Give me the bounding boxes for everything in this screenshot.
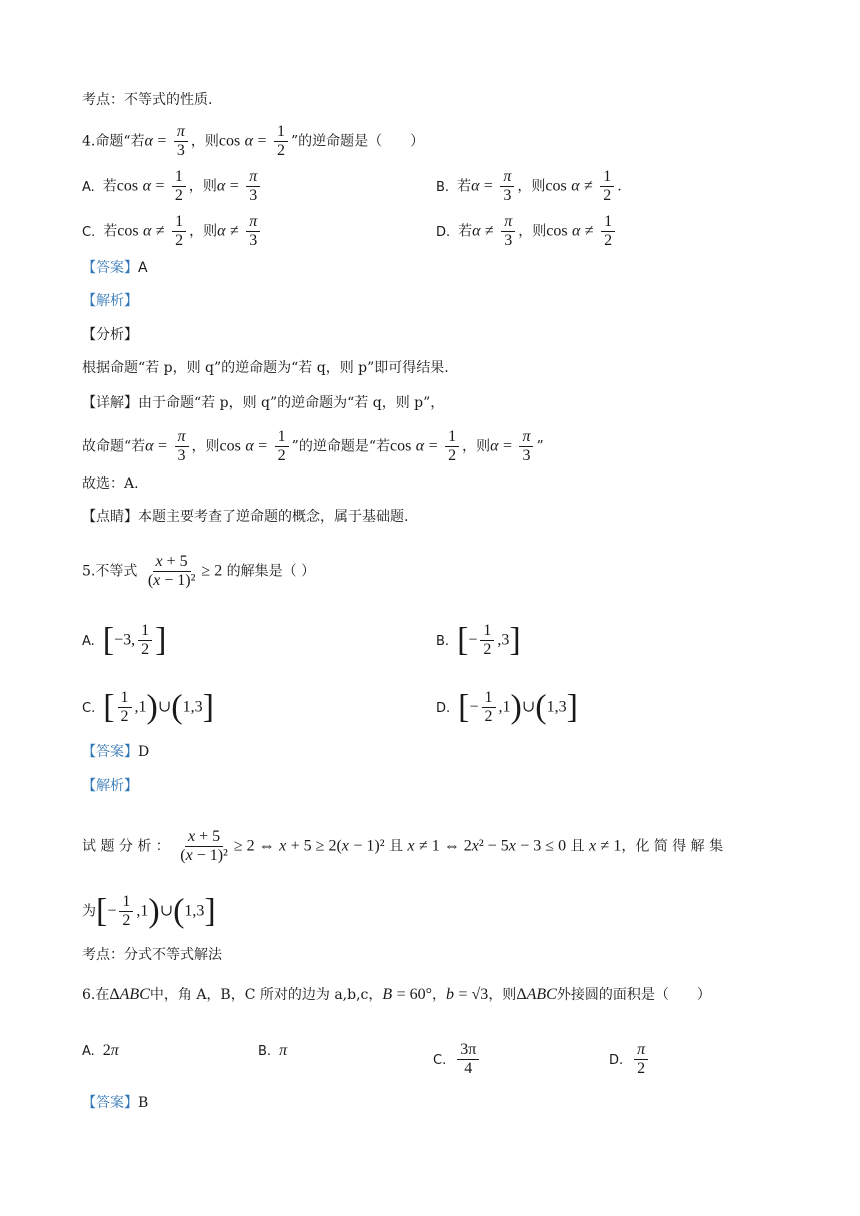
fraction: $\frac{1}{2}$ xyxy=(274,123,288,160)
q6-option-b: B. π xyxy=(258,1042,288,1059)
q5-answer: 【答案】D xyxy=(82,744,150,760)
q5-option-c: C. [ $\frac{1}{2}$ ,1)∪(1,3] xyxy=(82,688,214,726)
q4-option-c: C. 若cos α ≠ $\frac{1}{2}$ ，则α ≠ $\frac{\pi}{3}$ xyxy=(82,213,263,250)
q4-stem: 4.命题“若α = $\frac{\pi}{3}$ ，则cos α = $\frac{1}{2}$ ”的逆命题是（ ） xyxy=(82,123,425,159)
fraction: $\frac{\pi}{3}$ xyxy=(174,123,188,160)
q4-option-b: B. 若α = $\frac{\pi}{3}$ ，则cos α ≠ $\frac{1}{2}$ . xyxy=(436,168,622,204)
q4-fenxi-tag: 【分析】 xyxy=(82,327,138,343)
q4-fenxi-text: 根据命题“若 p，则 q”的逆命题为“若 q，则 p”即可得结果. xyxy=(82,360,449,376)
q4-stem-c: ”的逆命题是（ ） xyxy=(291,133,425,150)
q4-answer: 【答案】A xyxy=(82,260,148,276)
q6-option-a: A. 2π xyxy=(82,1042,119,1059)
q5-option-b: B. [− $\frac{1}{2}$ ,3] xyxy=(436,621,521,659)
q4-guxuan: 故选：A. xyxy=(82,476,139,492)
q5-jiexi-tag: 【解析】 xyxy=(82,778,138,794)
q3-kaodian: 考点：不等式的性质. xyxy=(82,92,213,108)
q4-stem-a: 4.命题“若 xyxy=(82,133,145,150)
q5-option-a: A. [−3, $\frac{1}{2}$ ] xyxy=(82,621,167,659)
q6-stem: 6.在ΔABC中，角 A，B，C 所对的边为 a,b,c，B = 60°，b = √3，则ΔABC外接圆的面积是（ ） xyxy=(82,986,711,1003)
q5-stem: 5.不等式 $\frac{x + 5}{\text{(x − 1)²}}$ ≥ 2 的解集是（ ） xyxy=(82,553,316,589)
q4-jiexi-tag: 【解析】 xyxy=(82,293,138,309)
q6-option-c: C. $\frac{3\pi}{4}$ xyxy=(433,1041,482,1078)
q5-kaodian: 考点：分式不等式解法 xyxy=(82,947,222,963)
q5-analysis: 试 题 分 析 ： $\frac{x + 5}{\text{(x − 1)²}}$ ≥ 2 ⇔ x + 5 ≥ 2(x − 1)² 且 x ≠ 1 ⇔ 2x² − 5x − 3 ≤ 0 且 x ≠ 1，化 简 得 解 集 xyxy=(82,828,724,864)
q4-option-d: D. 若α ≠ $\frac{\pi}{3}$ ，则cos α ≠ $\frac{1}{2}$ xyxy=(436,213,618,250)
q4-xiangjie-line2: 故命题“若α = $\frac{\pi}{3}$ ，则cos α = $\frac{1}{2}$ ”的逆命题是“若cos α = $\frac{1}{2}$ ，则α = $\frac{\pi}{3}$ ” xyxy=(82,428,544,464)
q4-option-a: A. 若cos α = $\frac{1}{2}$ ，则α = $\frac{\pi}{3}$ xyxy=(82,168,263,205)
q6-answer: 【答案】B xyxy=(82,1095,149,1111)
q4-xiangjie: 【详解】由于命题“若 p，则 q”的逆命题为“若 q，则 p”， xyxy=(82,395,445,411)
q4-dianjing: 【点睛】本题主要考查了逆命题的概念，属于基础题. xyxy=(82,509,409,525)
q5-analysis-line2: 为[− $\frac{1}{2}$ ,1)∪(1,3] xyxy=(82,892,216,930)
q4-stem-b: ，则 xyxy=(190,133,219,150)
q5-option-d: D. [− $\frac{1}{2}$ ,1)∪(1,3] xyxy=(436,688,578,726)
q6-option-d: D. $\frac{\pi}{2}$ xyxy=(609,1041,651,1078)
